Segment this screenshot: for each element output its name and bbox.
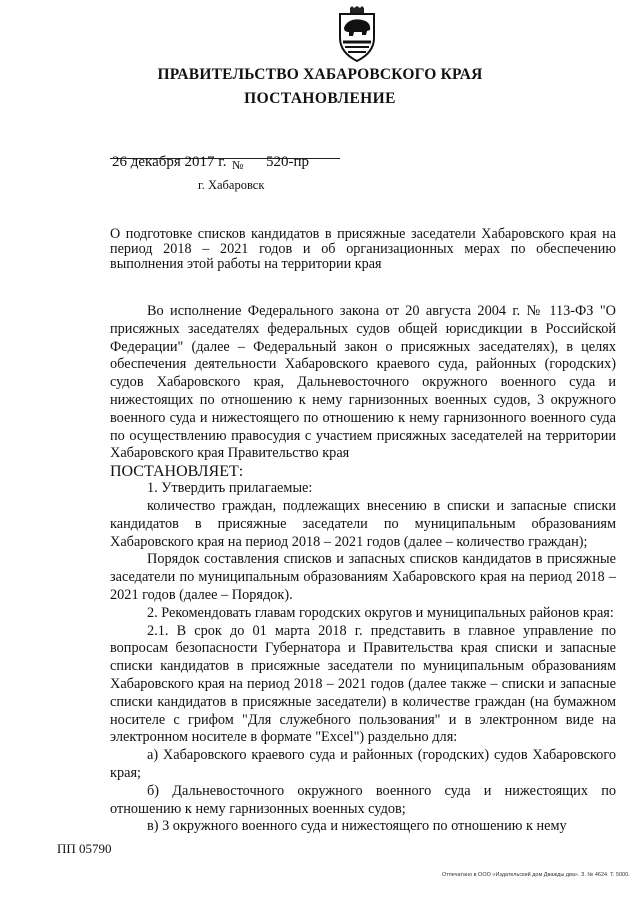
government-name: ПРАВИТЕЛЬСТВО ХАБАРОВСКОГО КРАЯ [157,66,483,83]
document-code: ПП 05790 [57,841,112,856]
decree-body [110,303,616,836]
paragraph-item-b: б) Дальневосточного окружного военного суда и нижестоящих по отношению к нему гарнизонных военных судов; [110,782,616,817]
paragraph-procedure: Порядок составления списков и запасных списков кандидатов в присяжные заседатели по муниципальным образованиям Хабаровского края на период 2018 – 2021 годов (далее – Порядок). [110,551,616,603]
paragraph-quantity: количество граждан, подлежащих внесению в списки и запасные списки кандидатов в присяжные заседатели по муниципальным образованиям Хабаровского края на период 2018 – 2021 годов (далее – количество граждан); [110,497,616,550]
document-type: ПОСТАНОВЛЕНИЕ [244,90,396,107]
printer-imprint: Отпечатано в ООО «Издательский дом Дважды два». З. № 4624. Т. 5000. [442,872,630,878]
decree-subject: О подготовке списков кандидатов в присяжные заседатели Хабаровского края на период 2018 – 2021 годов и об организационных мерах по обеспечению выполнения этой работы на территории края [110,226,616,272]
paragraph-item-1: 1. Утвердить прилагаемые: [147,480,313,497]
city: г. Хабаровск [198,178,265,192]
coat-of-arms-emblem [332,6,382,62]
paragraph-item-v: в) 3 окружного военного суда и нижестоящего по отношению к нему [147,818,567,835]
paragraph-item-a: а) Хабаровского краевого суда и районных (городских) судов Хабаровского края; [110,747,616,781]
number-sign: № [232,158,244,172]
paragraph-item-2-1: 2.1. В срок до 01 марта 2018 г. представить в главное управление по вопросам безопасности Губернатора и Правительства края списки и запасные списки кандидатов в присяжные заседатели по муниципальным образованиям Хабаровского края на период 2018 – 2021 годов (далее также – списки и запасные списки кандидатов в присяжные заседатели) в количестве граждан (на бумажном носителе с грифом "Для служебного пользования" и в электронном виде на электронном носителе в формате "Excel") раздельно для: [110,622,616,746]
decree-date: 26 декабря 2017 г. [112,154,227,170]
paragraph-preamble: Во исполнение Федерального закона от 20 августа 2004 г. № 113-ФЗ "О присяжных заседателях федеральных судов общей юрисдикции в Российской Федерации" (далее – Федеральный закон о присяжных заседателях), в целях обеспечения деятельности Хабаровского краевого суда, районных (городских) судов Хабаровского края, Дальневосточного окружного военного суда и нижестоящих по отношению к нему гарнизонных военных судов, 3 окружного военного суда и нижестоящего по отношению к нему гарнизонного военного суда по осуществлению правосудия с участием присяжных заседателей на территории Хабаровского края Правительство края [110,303,616,462]
resolves-heading: ПОСТАНОВЛЯЕТ: [110,463,244,481]
paragraph-item-2: 2. Рекомендовать главам городских округов и муниципальных районов края: [147,604,614,621]
decree-number: 520-пр [266,154,310,170]
